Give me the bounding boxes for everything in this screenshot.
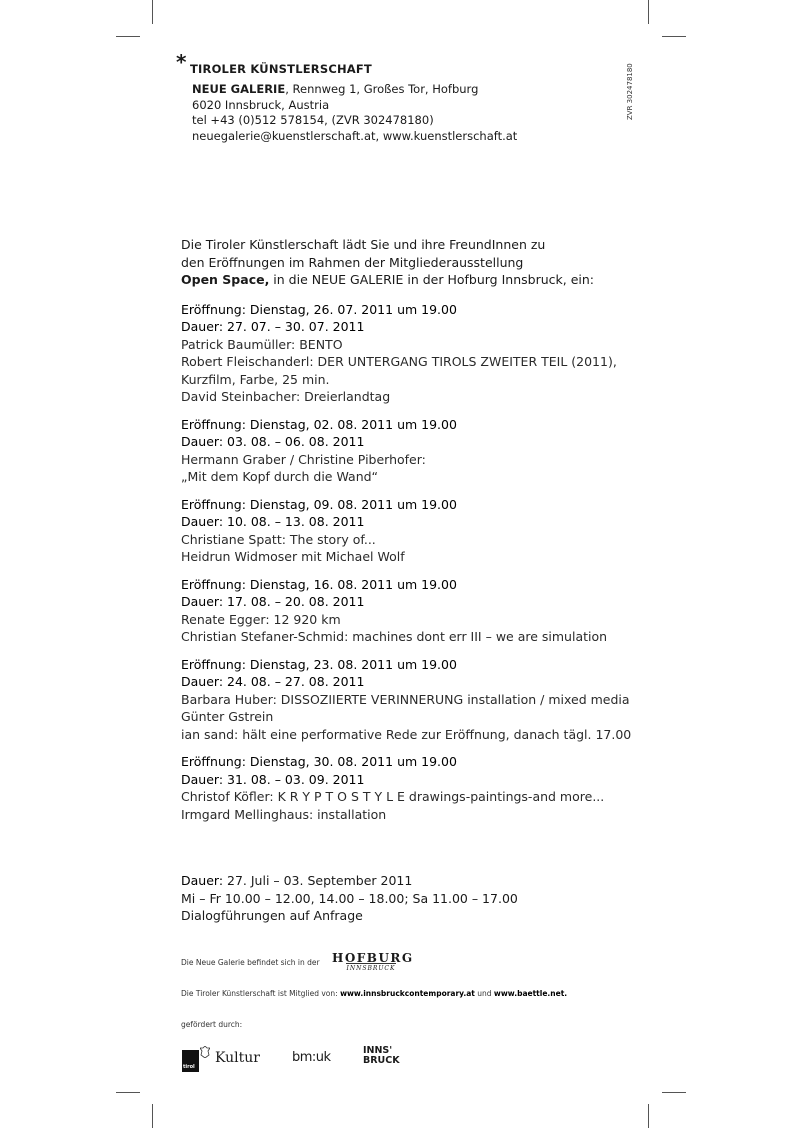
crop-mark <box>116 36 140 37</box>
crop-mark <box>662 1092 686 1093</box>
event-artist-line: Christiane Spatt: The story of... <box>181 531 376 547</box>
crop-mark <box>662 36 686 37</box>
event-artist-line: Hermann Graber / Christine Piberhofer: <box>181 451 426 467</box>
event-artist-line: „Mit dem Kopf durch die Wand“ <box>181 469 379 484</box>
membership-link-1[interactable]: www.innsbruckcontemporary.at <box>340 989 475 998</box>
letterhead <box>176 50 518 144</box>
innsbruck-logo-line2: BRUCK <box>363 1055 400 1066</box>
address-line <box>192 82 517 98</box>
event-artist-line: Heidrun Widmoser mit Michael Wolf <box>181 549 405 564</box>
intro-line: Die Tiroler Künstlerschaft lädt Sie und ihre FreundInnen zu <box>181 237 546 252</box>
duration-range: 27. Juli – 03. September 2011 <box>223 873 413 888</box>
address-block <box>192 82 517 144</box>
crop-mark <box>152 0 153 24</box>
crop-mark <box>648 0 649 24</box>
address-city: 6020 Innsbruck, Austria <box>192 97 330 112</box>
event-opening: Eröffnung: Dienstag, 30. 08. 2011 um 19.00 <box>181 754 457 769</box>
guided-tours: Dialogführungen auf Anfrage <box>181 908 363 923</box>
kultur-logo: Kultur <box>215 1050 260 1066</box>
innsbruck-logo <box>363 1046 400 1066</box>
event-artist-line: Christian Stefaner-Schmid: machines dont err III – we are simulation <box>181 629 608 644</box>
event-block <box>181 416 661 486</box>
event-artist-line: David Steinbacher: Dreierlandtag <box>181 389 391 404</box>
event-duration: Dauer: 31. 08. – 03. 09. 2011 <box>181 771 365 787</box>
event-opening: Eröffnung: Dienstag, 23. 08. 2011 um 19.00 <box>181 656 457 672</box>
event-block <box>181 753 661 823</box>
contact-line: neuegalerie@kuenstlerschaft.at, www.kuenstlerschaft.at <box>192 128 518 143</box>
hours-times: Mi – Fr 10.00 – 12.00, 14.00 – 18.00; Sa 11.00 – 17.00 <box>181 890 518 906</box>
phone-line: tel +43 (0)512 578154, (ZVR 302478180) <box>192 113 434 127</box>
innsbruck-logo-line1: INNS' <box>363 1045 393 1056</box>
venue-name: NEUE GALERIE <box>192 82 286 96</box>
event-artist-line: Renate Egger: 12 920 km <box>181 611 341 627</box>
intro-line <box>181 271 661 289</box>
exhibition-title: Open Space, <box>181 272 270 287</box>
membership-note <box>181 989 567 998</box>
address-street: , Rennweg 1, Großes Tor, Hofburg <box>285 82 479 96</box>
event-artist-line: Robert Fleischanderl: DER UNTERGANG TIROLS ZWEITER TEIL (2011), <box>181 354 617 369</box>
intro-line-rest: in die NEUE GALERIE in der Hofburg Innsbruck, ein: <box>269 272 594 287</box>
membership-prefix: Die Tiroler Künstlerschaft ist Mitglied von: <box>181 989 341 998</box>
event-block <box>181 301 661 406</box>
asterisk-logo: * <box>176 50 187 74</box>
event-opening: Eröffnung: Dienstag, 26. 07. 2011 um 19.00 <box>181 301 457 317</box>
membership-link-2[interactable]: www.baettle.net. <box>493 989 568 998</box>
zvr-side-text: ZVR 302478180 <box>626 63 634 120</box>
event-opening: Eröffnung: Dienstag, 16. 08. 2011 um 19.00 <box>181 576 457 592</box>
membership-and: und <box>474 989 494 998</box>
bmukk-logo: bm:uk <box>292 1050 331 1065</box>
event-artist-line: Barbara Huber: DISSOZIIERTE VERINNERUNG installation / mixed media <box>181 691 630 707</box>
crop-mark <box>152 1104 153 1128</box>
event-duration: Dauer: 03. 08. – 06. 08. 2011 <box>181 434 365 449</box>
hofburg-logo <box>332 951 414 972</box>
event-duration: Dauer: 24. 08. – 27. 08. 2011 <box>181 674 365 689</box>
event-block <box>181 576 661 646</box>
intro-text <box>181 236 661 289</box>
org-name: TIROLER KÜNSTLERSCHAFT <box>190 62 372 76</box>
event-artist-line: Kurzfilm, Farbe, 25 min. <box>181 371 330 387</box>
crop-mark <box>648 1104 649 1128</box>
event-opening: Eröffnung: Dienstag, 02. 08. 2011 um 19.00 <box>181 416 457 432</box>
event-artist-line: Christof Köfler: K R Y P T O S T Y L E drawings-paintings-and more... <box>181 789 605 804</box>
hofburg-logo-sub: INNSBRUCK <box>346 965 396 972</box>
event-artist-line: ian sand: hält eine performative Rede zur Eröffnung, danach tägl. 17.00 <box>181 726 632 742</box>
event-artist-line: Irmgard Mellinghaus: installation <box>181 806 387 822</box>
event-duration: Dauer: 17. 08. – 20. 08. 2011 <box>181 594 365 609</box>
event-duration: Dauer: 10. 08. – 13. 08. 2011 <box>181 514 365 529</box>
event-opening: Eröffnung: Dienstag, 09. 08. 2011 um 19.00 <box>181 496 457 512</box>
event-block <box>181 496 661 566</box>
event-list <box>181 301 661 824</box>
tirol-logo-text: tirol <box>183 1064 195 1070</box>
funded-label: gefördert durch: <box>181 1020 243 1029</box>
tirol-logo <box>182 1050 199 1072</box>
opening-hours <box>181 872 518 925</box>
event-block <box>181 656 661 744</box>
event-duration: Dauer: 27. 07. – 30. 07. 2011 <box>181 319 365 334</box>
duration-label: Dauer: <box>181 873 224 888</box>
invitation-body <box>181 236 661 823</box>
event-artist-line: Günter Gstrein <box>181 709 274 724</box>
crop-mark <box>116 1092 140 1093</box>
hofburg-logo-title: HOFBURG <box>332 951 414 965</box>
intro-line: den Eröffnungen im Rahmen der Mitgliederausstellung <box>181 254 524 270</box>
event-artist-line: Patrick Baumüller: BENTO <box>181 336 343 352</box>
location-note: Die Neue Galerie befindet sich in der <box>181 958 320 967</box>
eagle-icon <box>200 1046 210 1058</box>
duration-line <box>181 872 518 890</box>
